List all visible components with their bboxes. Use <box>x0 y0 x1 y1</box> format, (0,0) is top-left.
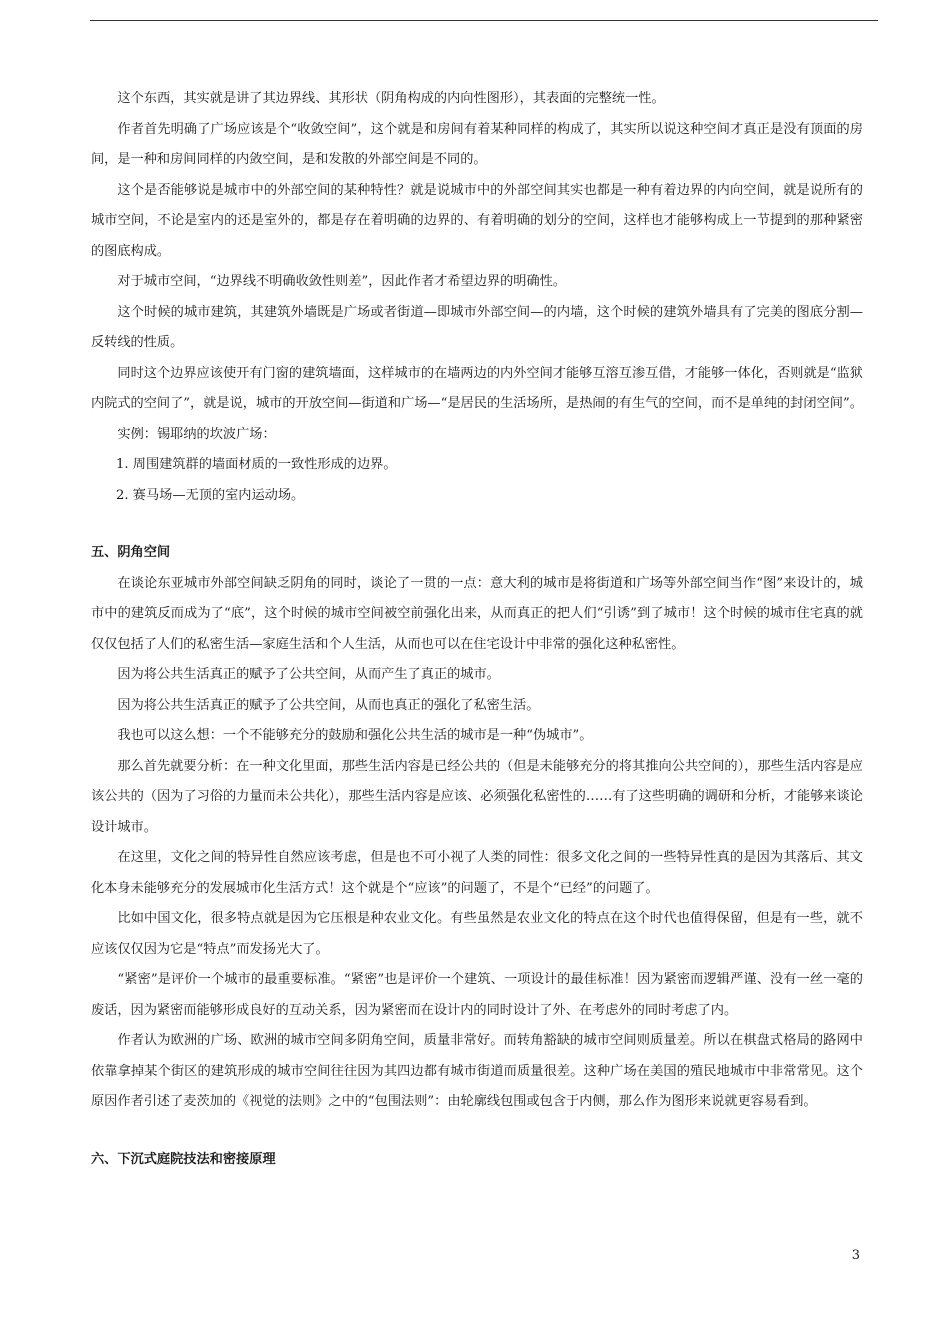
paragraph: 作者首先明确了广场应该是个“收敛空间”，这个就是和房间有着某种同样的构成了，其实所以说这种空间才真正是没有顶面的房间，是一种和房间同样的内敛空间，是和发散的外部空间是不同的。 <box>91 121 863 167</box>
paragraph: 因为将公共生活真正的赋予了公共空间，从而也真正的强化了私密生活。 <box>117 697 540 713</box>
paragraph: 作者认为欧洲的广场、欧洲的城市空间多阴角空间，质量非常好。而转角豁缺的城市空间则质量差。所以在棋盘式格局的路网中依靠拿掉某个街区的建筑形成的城市空间往往因为其四边都有城市街道而质量很差。这种广场在美国的殖民地城市中非常常见。这个原因作者引述了麦茨加的《视觉的法则》之中的“包围法则”：由轮廓线包围或包含于内侧，那么作为图形来说就更容易看到。 <box>91 1033 863 1109</box>
page-number: 3 <box>851 1248 860 1263</box>
paragraph: 同时这个边界应该使开有门窗的建筑墙面，这样城市的在墙两边的内外空间才能够互溶互渗互借，才能够一体化，否则就是“监狱内院式的空间了”，就是说，城市的开放空间—街道和广场—“是居民的生活场所，是热闹的有生气的空间，而不是单纯的封闭空间”。 <box>91 365 863 411</box>
paragraph: 比如中国文化，很多特点就是因为它压根是种农业文化。有些虽然是农业文化的特点在这个时代也值得保留，但是有一些，就不应该仅仅因为它是“特点”而发扬光大了。 <box>91 911 863 957</box>
section-heading: 五、阴角空间 <box>91 545 171 560</box>
paragraph: 我也可以这么想：一个不能够充分的鼓励和强化公共生活的城市是一种“伪城市”。 <box>117 728 593 743</box>
paragraph: “紧密”是评价一个城市的最重要标准。“紧密”也是评价一个建筑、一项设计的最佳标准！因为紧密而逻辑严谨、没有一丝一毫的废话，因为紧密而能够形成良好的互动关系，因为紧密而在设计内的同时设计了外、在考虑外的同时考虑了内。 <box>91 972 863 1018</box>
paragraph: 因为将公共生活真正的赋予了公共空间，从而产生了真正的城市。 <box>117 667 500 682</box>
header-rule <box>90 20 878 21</box>
paragraph: 那么首先就要分析：在一种文化里面，那些生活内容是已经公共的（但是未能够充分的将其推向公共空间的），那些生活内容是应该公共的（因为了习俗的力量而未公共化），那些生活内容是应该、必须强化私密性的……有了这些明确的调研和分析，才能够来谈论设计城市。 <box>91 758 863 835</box>
paragraph: 这个是否能够说是城市中的外部空间的某种特性？就是说城市中的外部空间其实也都是一种有着边界的内向空间，就是说所有的城市空间，不论是室内的还是室外的，都是存在着明确的边界的、有着明确的划分的空间，这样也才能够构成上一节提到的那种紧密的图底构成。 <box>91 182 863 259</box>
page-body <box>91 84 863 1175</box>
list-item: 2. 赛马场—无顶的室内运动场。 <box>116 487 305 503</box>
paragraph: 对于城市空间，“边界线不明确收敛性则差”，因此作者才希望边界的明确性。 <box>117 274 567 289</box>
section-gap <box>91 511 863 538</box>
paragraph: 在这里，文化之间的特异性自然应该考虑，但是也不可小视了人类的同性：很多文化之间的一些特异性真的是因为其落后、其文化本身未能够充分的发展城市化生活方式！这个就是个“应该”的问题了，不是个“已经”的问题了。 <box>91 850 863 896</box>
paragraph: 在谈论东亚城市外部空间缺乏阴角的同时，谈论了一贯的一点：意大利的城市是将街道和广场等外部空间当作“图”来设计的，城市中的建筑反而成为了“底”，这个时候的城市空间被空前强化出来，从而真正的把人们“引诱”到了城市！这个时候的城市住宅真的就仅仅包括了人们的私密生活—家庭生活和个人生活，从而也可以在住宅设计中非常的强化这种私密性。 <box>91 575 863 652</box>
list-item: 1. 周围建筑群的墙面材质的一致性形成的边界。 <box>116 457 397 472</box>
example-intro: 实例：锡耶纳的坎波广场： <box>117 426 276 442</box>
paragraph: 这个时候的城市建筑，其建筑外墙既是广场或者街道—即城市外部空间—的内墙，这个时候的建筑外墙具有了完美的图底分割—反转线的性质。 <box>91 304 863 350</box>
paragraph: 这个东西，其实就是讲了其边界线、其形状（阴角构成的内向性图形），其表面的完整统一性。 <box>117 91 665 106</box>
section-heading: 六、下沉式庭院技法和密接原理 <box>91 1151 276 1167</box>
section-gap <box>91 1118 863 1145</box>
